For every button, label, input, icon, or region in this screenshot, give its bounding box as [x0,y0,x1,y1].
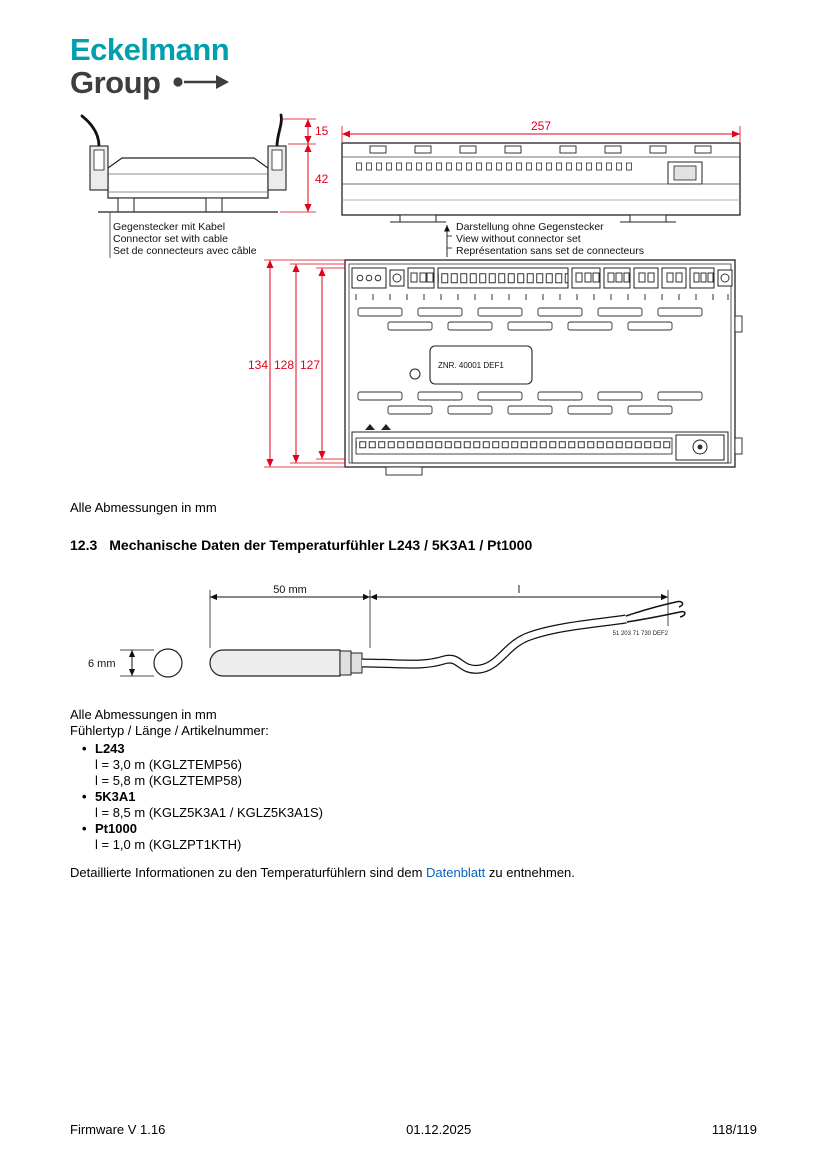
top-view-dimensions [248,260,345,467]
detail-note-suffix: zu entnehmen. [485,865,575,880]
connector-note-en: Connector set with cable [113,233,228,245]
section-title: Mechanische Daten der Temperaturfühler L243 / 5K3A1 / Pt1000 [109,537,533,553]
sensor-body [210,650,362,676]
mounting-foot [118,198,134,212]
board-label-text: ZNR. 40001 DEF1 [438,361,504,370]
dim-label-15: 15 [315,124,329,138]
mounting-foot [206,198,222,212]
detail-note-prefix: Detaillierte Informationen zu den Temperaturfühlern sind dem [70,865,427,880]
view-note-en: View without connector set [456,233,581,245]
logo-arrow-icon [171,73,231,91]
sensor-length-line: l = 8,5 m (KGLZ5K3A1 / KGLZ5K3A1S) [95,805,323,820]
connector-note-fr: Set de connecteurs avec câble [113,245,257,257]
sensor-length-line: l = 1,0 m (KGLZPT1KTH) [95,837,242,852]
view-note-de: Darstellung ohne Gegenstecker [456,221,604,233]
sensor-mechanical-drawing [70,582,770,697]
sensor-name: • Pt1000 [82,821,323,837]
sensor-name: • L243 [82,741,323,757]
sensor-length-line: l = 5,8 m (KGLZTEMP58) [95,773,243,788]
footer-date: 01.12.2025 [406,1122,472,1137]
datasheet-link[interactable]: Datenblatt [426,865,486,880]
list-item [82,821,323,853]
footer-firmware-version: Firmware V 1.16 [70,1122,166,1137]
side-tab [735,438,742,454]
top-terminal-row [352,268,732,288]
view-note-arrow [447,225,452,257]
dimensions-note-2: Alle Abmessungen in mm [70,707,217,722]
section-number: 12.3 [70,537,98,553]
side-view-dimensions [280,119,329,212]
dim-label-l: l [517,584,521,596]
sensor-tip-front-view [154,649,182,677]
dimensions-note-1: Alle Abmessungen in mm [70,500,217,515]
view-note-fr: Représentation sans set de connecteurs [456,245,644,257]
sensor-list-intro: Fühlertyp / Länge / Artikelnummer: [70,723,269,738]
view-note [456,221,644,257]
dim-label-6mm: 6 mm [88,658,116,670]
sensor-type-list [82,741,323,853]
front-view-dimension-257 [342,119,740,142]
front-view-drawing [342,143,740,222]
dim-label-42: 42 [315,172,329,186]
right-connector-cable [277,115,281,146]
bottom-tab [386,467,422,475]
footer-page-number: 118/119 [711,1122,757,1137]
top-view-drawing [345,260,742,475]
logo-eckelmann-text: Eckelmann [70,32,230,67]
section-heading [70,537,532,553]
connector-note-de: Gegenstecker mit Kabel [113,221,226,233]
terminal-block-long [438,268,568,288]
front-slot-band [355,162,635,171]
dim-label-134: 134 [247,358,269,372]
company-logo [70,34,231,98]
sensor-name: • 5K3A1 [82,789,323,805]
mounting-foot [400,215,436,222]
dim-label-257: 257 [530,119,552,133]
left-connector-cable [82,116,99,146]
side-view-drawing [82,115,286,212]
device-mechanical-drawing [70,112,770,478]
logo-group-text: Group [70,64,161,100]
list-item [82,741,323,789]
side-tab [735,316,742,332]
sensor-length-line: l = 3,0 m (KGLZTEMP56) [95,757,243,772]
dim-label-127: 127 [299,358,321,372]
dim-label-50mm: 50 mm [273,584,307,596]
detail-note [70,865,575,880]
list-item [82,789,323,821]
drawing-ref-number: 51 203 71 730 DEF2 [612,631,668,637]
dim-label-128: 128 [273,358,295,372]
connector-note [113,221,257,257]
page-footer [70,1122,757,1137]
